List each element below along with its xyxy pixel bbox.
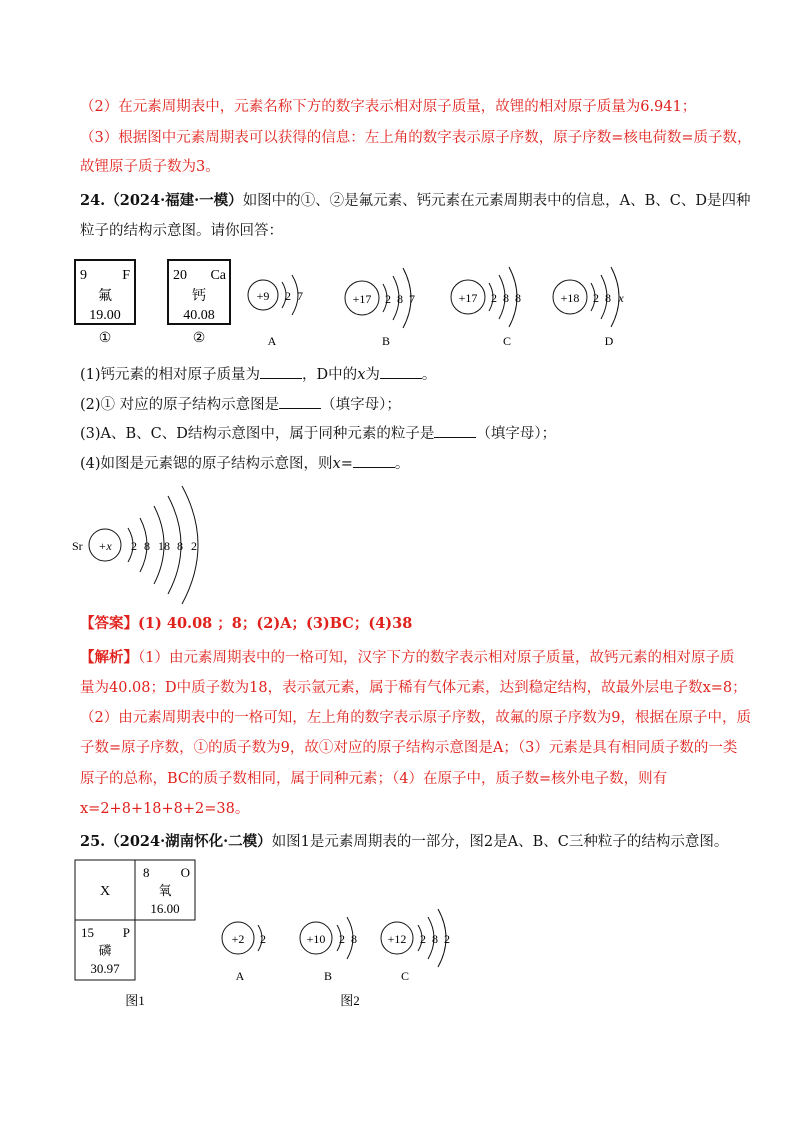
shell-electrons: 2 [131,539,137,553]
nucleus-charge: +17 [458,291,478,305]
cell-element-name: 氟 [98,289,112,304]
prev-answer-line-2: （2）在元素周期表中，元素名称下方的数字表示相对原子质量，故锂的相对原子质量为6.941； [80,99,697,115]
atom-diagram-c [451,267,521,348]
cell-atomic-number: 8 [143,865,150,880]
atom-diagram-b [300,917,357,983]
answer-blank [260,364,302,379]
q25-figure [60,855,480,1015]
cell-unknown-x: X [99,884,111,899]
figure-label: ① [98,331,112,346]
shell-electrons: 18 [158,539,170,553]
atom-label: B [381,334,391,348]
periodic-cell-fluorine [75,260,135,346]
answer-blank [380,364,422,379]
q24-sub-question-1: (1)钙元素的相对原子质量为 ，D中的x为 。 [80,364,436,385]
cell-atomic-mass: 16.00 [150,901,180,916]
element-symbol: Sr [72,539,83,553]
answer-blank [279,394,321,409]
cell-atomic-mass: 40.08 [183,308,215,323]
q24-analysis-line-1: 【解析】（1）由元素周期表中的一格可知，汉字下方的数字表示相对原子质量，故钙元素的相对原子质 [80,649,735,666]
figure-caption: 图1 [125,993,145,1008]
answer-blank [434,423,476,438]
figure-label: ② [192,331,206,346]
shell-electrons: 2 [491,291,497,305]
atom-diagram-b [345,268,415,348]
shell-electrons: 2 [385,292,391,306]
q24-analysis-line-6: x=2+8+18+8+2=38。 [80,801,250,817]
q25-stem: 25.（2024·湖南怀化·二模）如图1是元素周期表的一部分，图2是A、B、C三种粒子的结构示意图。 [80,833,729,850]
nucleus-charge: +12 [387,932,407,946]
q24-sub-question-4: (4)如图是元素锶的原子结构示意图，则x= 。 [80,453,409,474]
shell-electrons: 2 [339,932,345,946]
shell-electrons: 8 [351,932,357,946]
q24-stem-line-2: 粒子的结构示意图。请你回答： [80,223,283,239]
q24-analysis-line-2: 量为40.08；D中质子数为18，表示氩元素，属于稀有气体元素，达到稳定结构，故最外层电子数x=8； [80,680,747,696]
shell-electrons: 2 [191,539,197,553]
cell-symbol: P [122,925,130,940]
prev-answer-line-3: （3）根据图中元素周期表可以获得的信息：左上角的数字表示原子序数，原子序数=核电荷数=质子数， [80,130,752,146]
shell-electrons: 2 [444,932,450,946]
nucleus-charge: +17 [352,292,372,306]
shell-electrons: 8 [397,292,403,306]
cell-atomic-mass: 30.97 [90,961,120,976]
q24-analysis-line-5: 原子的总称，BC的质子数相同，属于同种元素；（4）在原子中，质子数=核外电子数，则有 [80,771,668,787]
strontium-atom-diagram [60,478,240,608]
cell-symbol: F [122,268,130,283]
cell-element-name: 磷 [98,943,112,958]
cell-atomic-number: 9 [80,268,87,283]
q24-analysis-line-4: 子数=原子序数，①的质子数为9，故①对应的原子结构示意图是A；（3）元素是具有相同质子数的一类 [80,740,738,756]
cell-atomic-number: 20 [173,268,187,283]
shell-electrons: 2 [420,932,426,946]
cell-element-name: 氧 [158,883,172,898]
q24-source: （2024·福建·一模） [105,192,243,209]
cell-element-name: 钙 [192,289,206,304]
shell-electrons: 7 [297,289,303,303]
shell-electrons: 2 [260,932,266,946]
cell-atomic-number: 15 [81,925,94,940]
atom-label: C [400,969,410,983]
answer-label: 【答案】 [80,615,138,632]
shell-electrons: 7 [409,292,415,306]
nucleus-charge: +18 [560,291,580,305]
atom-label: D [604,334,614,348]
answer-blank [353,453,395,468]
answer-text: (1) 40.08 ；8；(2)A；(3)BC；(4)38 [138,615,413,632]
shell-electrons: 8 [503,291,509,305]
atom-diagram-c [381,909,450,983]
q25-source: （2024·湖南怀化·二模） [105,833,272,850]
q24-stem-line-1 [80,191,751,211]
analysis-label: 【解析】 [80,649,138,666]
q24-sub-question-3: (3)A、B、C、D结构示意图中，属于同种元素的粒子是 （填字母）； [80,423,556,444]
shell-electrons: 2 [285,289,291,303]
shell-electrons: 8 [515,291,521,305]
nucleus-charge: +2 [231,932,245,946]
periodic-cell-calcium [168,260,230,346]
atom-diagram-a [248,275,303,348]
shell-electrons: 2 [593,291,599,305]
q24-sub-question-2: (2)① 对应的原子结构示意图是 （填字母）； [80,394,401,415]
prev-answer-line-4: 故锂原子质子数为3。 [80,159,220,175]
cell-symbol: Ca [210,268,226,283]
shell-electrons: 8 [432,932,438,946]
nucleus-charge: +x [98,539,112,553]
cell-symbol: O [180,865,190,880]
figure-caption: 图2 [340,993,360,1008]
shell-electrons: x [618,291,624,305]
shell-electrons: 8 [177,539,183,553]
atom-diagram-d [553,267,624,348]
q25-number: 25. [80,833,106,850]
cell-atomic-mass: 19.00 [89,308,121,323]
q24-stem-text: 如图中的①、②是氟元素、钙元素在元素周期表中的信息，A、B、C、D是四种 [242,193,751,209]
nucleus-charge: +9 [256,289,270,303]
shell-electrons: 8 [605,291,611,305]
atom-diagram-a [222,922,266,983]
q24-number: 24. [80,192,106,209]
periodic-table-fragment [75,860,195,1008]
q24-answer [80,614,412,634]
q24-analysis-line-3: （2）由元素周期表中的一格可知，左上角的数字表示原子序数，故氟的原子序数为9，根据在原子中，质 [80,710,751,726]
atom-label: A [235,969,245,983]
atom-label: B [323,969,333,983]
q24-figure [60,252,660,357]
nucleus-charge: +10 [306,932,326,946]
shell-electrons: 8 [144,539,150,553]
atom-label: C [502,334,512,348]
atom-label: A [267,334,277,348]
